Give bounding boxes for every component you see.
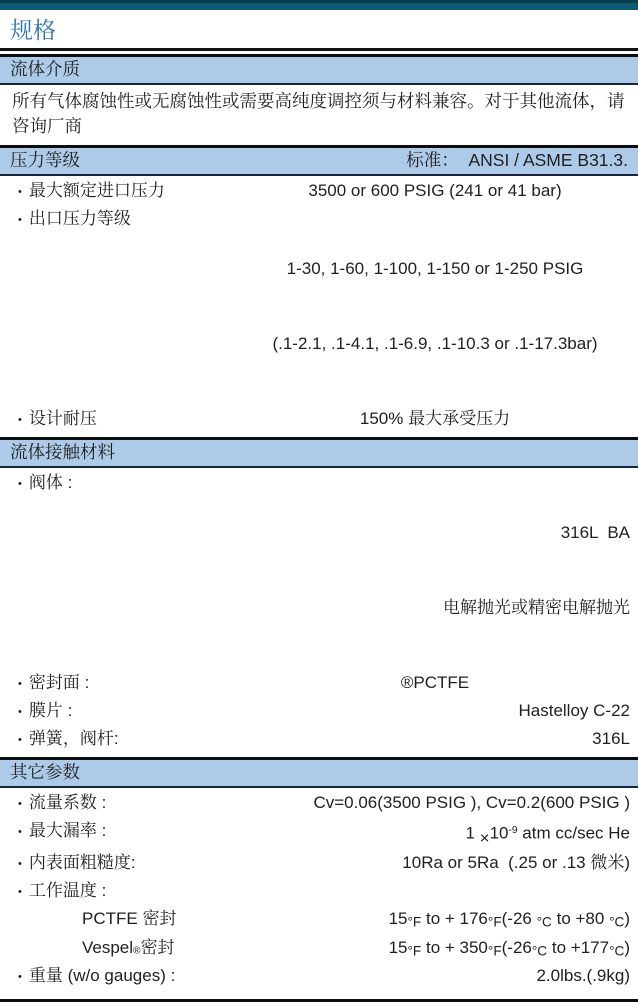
pressure-rows [0,176,638,437]
row-design-proof-pressure [0,406,638,434]
row-label-text: 工作温度 : [28,881,107,901]
section-header-pressure-rating [0,145,638,176]
row-value [240,698,630,726]
top-accent-bar [0,0,638,10]
row-label-text: 出口压力等级 [28,209,131,228]
row-label-text: 最大漏率 : [28,821,107,840]
row-pctfe-seal-temp [0,906,638,934]
row-outlet-pressure-range [0,206,638,406]
standard-label: 标准： ANSI / ASME B31.3. [406,150,628,170]
row-operating-temperature [0,878,638,906]
row-max-leak-rate [0,818,638,850]
other-rows [0,788,638,994]
bullet-icon: • [18,214,22,226]
row-value-line: (.1-2.1, .1-4.1, .1-6.9, .1-10.3 or .1-17.3bar) [272,334,598,353]
row-label [18,906,304,934]
row-label [18,206,240,406]
row-valve-body [0,470,638,670]
row-label-text: 阀体 : [28,473,73,492]
row-max-inlet-pressure [0,178,638,206]
row-label-text: 膜片 : [28,701,73,720]
section-title-fluid-media: 流体介质 [10,59,80,79]
row-label [18,178,240,206]
row-value [240,963,630,991]
row-label-text: 重量 (w/o gauges) : [28,966,176,986]
bullet-icon: • [18,858,22,871]
row-label [18,963,240,991]
fluid-media-text: 所有气体腐蚀性或无腐蚀性或需要高纯度调控须与材料兼容。对于其他流体，请咨询厂商 [12,91,625,136]
section-header-other-parameters [0,757,638,788]
row-value-line: 15°F to + 350°F(-26°C to +177°C) [388,937,630,959]
bullet-icon: • [18,478,22,490]
row-label-text: PCTFE 密封 [82,909,177,929]
row-label-text: 密封面 : [28,673,90,692]
row-seat [0,670,638,698]
row-label-text: 弹簧，阀杆: [28,729,119,748]
bullet-icon: • [18,706,22,718]
row-value [240,206,630,406]
bullet-icon: • [18,414,22,426]
row-value [240,670,630,698]
section-title-pressure-rating: 压力等级 [10,150,80,170]
bullet-icon: • [18,826,22,838]
bullet-icon: • [18,886,22,899]
bullet-icon: • [18,186,22,198]
bullet-icon: • [18,678,22,690]
row-flow-coefficient [0,790,638,818]
row-label [18,878,240,906]
title-divider [0,48,638,51]
row-label [18,790,240,818]
row-spring-stem [0,726,638,754]
row-value-line: 1-30, 1-60, 1-100, 1-150 or 1-250 PSIG [286,259,584,278]
bullet-icon: • [18,971,22,984]
row-value [304,906,630,934]
row-value [240,790,630,818]
row-label [18,935,304,964]
row-value-line: $1 \times 10^{-9}$ atm cc/sec He [465,823,630,848]
row-value [240,726,630,754]
materials-rows [0,468,638,757]
row-label [18,470,240,670]
row-vespel-seal-temp [0,935,638,964]
row-label [18,850,240,878]
row-label-text: 内表面粗糙度: [28,853,136,873]
row-value [240,470,630,670]
row-value [240,878,630,906]
row-value [240,818,630,850]
row-weight [0,963,638,991]
bullet-icon: • [18,798,22,810]
row-label [18,818,240,850]
row-value [304,935,630,964]
row-surface-roughness [0,850,638,878]
row-value [240,178,630,206]
section-header-fluid-media [0,54,638,85]
row-label-text: 流量系数 : [28,793,107,812]
page-title: 规格 [10,17,56,43]
row-value [240,406,630,434]
row-value-line: Cv=0.06(3500 PSIG ), Cv=0.2(600 PSIG ) [313,793,630,812]
row-label-text: 设计耐压 [28,409,97,428]
row-label-text: 最大额定进口压力 [28,181,165,200]
section-title-other-parameters: 其它参数 [10,762,80,782]
row-value [240,850,630,878]
row-value-line: 10Ra or 5Ra (.25 or .13 微米) [402,853,630,873]
row-value-line: 316L [592,729,630,748]
row-label-text: Vespel®密封 [82,937,175,957]
row-value-line: 316L BA [560,523,630,542]
section-header-wetted-materials [0,437,638,468]
row-label [18,726,240,754]
row-value-line: 3500 or 600 PSIG (241 or 41 bar) [308,181,562,200]
row-value-line: ®PCTFE [400,673,470,692]
row-value-line: 150% 最大承受压力 [359,409,511,428]
row-value-line: 15°F to + 176°F(-26 °C to +80 °C) [388,909,630,930]
row-label [18,670,240,698]
bullet-icon: • [18,734,22,746]
row-label [18,406,240,434]
row-value-line: 电解抛光或精密电解抛光 [443,598,630,617]
row-diaphragm [0,698,638,726]
section-title-wetted-materials: 流体接触材料 [10,442,115,462]
row-value-line: 2.0lbs.(.9kg) [536,966,630,986]
row-label [18,698,240,726]
row-value-line: Hastelloy C-22 [518,701,630,720]
